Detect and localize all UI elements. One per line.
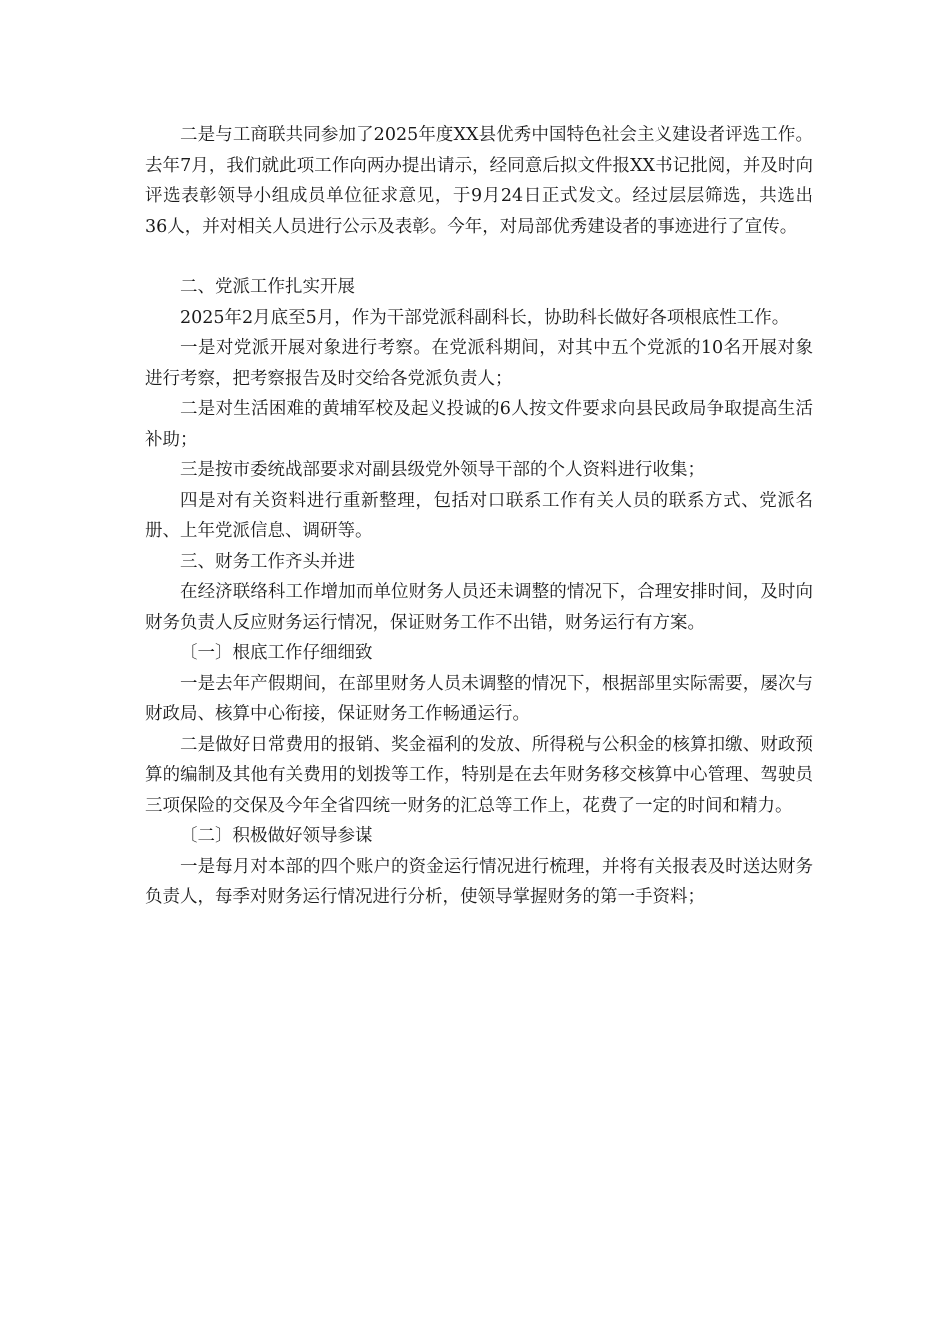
section-heading-party-work: 二、党派工作扎实开展 [180,277,355,297]
paragraph-party-section-intro: 2025年2月底至5月，作为干部党派科副科长，协助科长做好各项根底性工作。 [180,307,790,328]
paragraph-party-item-3: 三是按市委统战部要求对副县级党外领导干部的个人资料进行收集； [180,460,705,480]
paragraph-party-item-2: 二是对生活困难的黄埔军校及起义投诚的6人按文件要求向县民政局争取提高生活补助； [145,399,813,450]
paragraph-finance-item-1: 一是去年产假期间，在部里财务人员未调整的情况下，根据部里实际需要，屡次与财政局、核算中心衔接，保证财务工作畅通运行。 [145,673,813,724]
paragraph-party-item-4: 四是对有关资料进行重新整理，包括对口联系工作有关人员的联系方式、党派名册、上年党派信息、调研等。 [145,490,813,541]
paragraph-spacer [145,242,813,272]
paragraph-finance-item-2: 二是做好日常费用的报销、奖金福利的发放、所得税与公积金的核算扣缴、财政预算的编制及其他有关费用的划拨等工作，特别是在去年财务移交核算中心管理、驾驶员三项保险的交保及今年全省四统一财务的汇总等工作上，花费了一定的时间和精力。 [145,734,813,816]
paragraph-advice-item-1: 一是每月对本部的四个账户的资金运行情况进行梳理，并将有关报表及时送达财务负责人，每季对财务运行情况进行分析，使领导掌握财务的第一手资料； [145,856,813,907]
document-body [145,120,813,913]
subheading-basic-work: 〔一〕根底工作仔细细致 [180,643,373,663]
paragraph-industry-commerce-selection: 二是与工商联共同参加了2025年度XX县优秀中国特色社会主义建设者评选工作。去年7月，我们就此项工作向两办提出请示，经同意后拟文件报XX书记批阅，并及时向评选表彰领导小组成员单位征求意见，于9月24日正式发文。经过层层筛选，共选出36人，并对相关人员进行公示及表彰。今年，对局部优秀建设者的事迹进行了宣传。 [145,125,813,237]
paragraph-finance-intro: 在经济联络科工作增加而单位财务人员还未调整的情况下，合理安排时间，及时向财务负责人反应财务运行情况，保证财务工作不出错，财务运行有方案。 [145,582,813,633]
section-heading-finance-work: 三、财务工作齐头并进 [180,551,355,572]
subheading-leadership-advice: 〔二〕积极做好领导参谋 [180,826,373,846]
paragraph-party-item-1: 一是对党派开展对象进行考察。在党派科期间，对其中五个党派的10名开展对象进行考察，把考察报告及时交给各党派负责人； [145,338,813,389]
